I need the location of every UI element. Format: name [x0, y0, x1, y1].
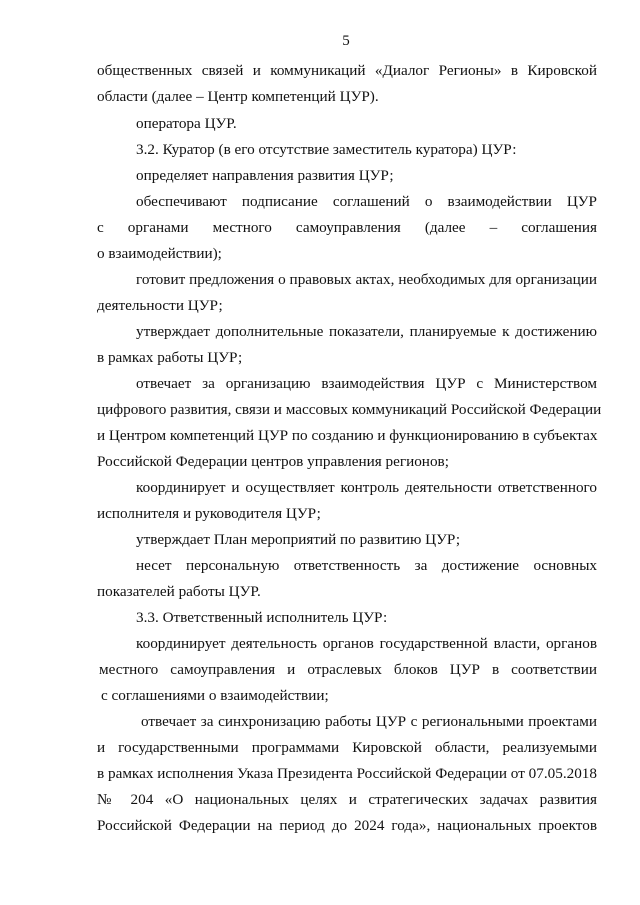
text-line: № 204 «О национальных целях и стратегических задачах развития	[97, 791, 597, 808]
text-line: утверждает План мероприятий по развитию ЦУР;	[136, 531, 461, 548]
text-line: исполнителя и руководителя ЦУР;	[97, 505, 321, 522]
text-line: обеспечивают подписание соглашений о взаимодействии ЦУР	[136, 193, 597, 210]
text-line: с органами местного самоуправления (далее – соглашения	[97, 219, 597, 236]
text-line: утверждает дополнительные показатели, планируемые к достижению	[136, 323, 597, 340]
text-line: деятельности ЦУР;	[97, 297, 223, 314]
text-line: 3.3. Ответственный исполнитель ЦУР:	[136, 609, 388, 626]
text-line: оператора ЦУР.	[136, 115, 237, 132]
text-line: Российской Федерации на период до 2024 года», национальных проектов	[97, 817, 597, 834]
text-line: с соглашениями о взаимодействии;	[101, 687, 329, 704]
text-line: показателей работы ЦУР.	[97, 583, 261, 600]
text-line: координирует деятельность органов государственной власти, органов	[136, 635, 597, 652]
text-line: отвечает за организацию взаимодействия ЦУР с Министерством	[136, 375, 597, 392]
text-line: о взаимодействии);	[97, 245, 222, 262]
text-line: цифрового развития, связи и массовых коммуникаций Российской Федерации	[97, 401, 602, 418]
text-line: и государственными программами Кировской области, реализуемыми	[97, 739, 597, 756]
text-line: местного самоуправления и отраслевых блоков ЦУР в соответствии	[99, 661, 597, 678]
text-line: общественных связей и коммуникаций «Диалог Регионы» в Кировской	[97, 62, 597, 79]
text-line: готовит предложения о правовых актах, необходимых для организации	[136, 271, 597, 288]
text-line: Российской Федерации центров управления регионов;	[97, 453, 449, 470]
text-line: в рамках работы ЦУР;	[97, 349, 243, 366]
text-line: несет персональную ответственность за достижение основных	[136, 557, 597, 574]
text-line: области (далее – Центр компетенций ЦУР).	[97, 88, 379, 105]
text-line: в рамках исполнения Указа Президента Российской Федерации от 07.05.2018	[97, 765, 597, 782]
text-line: определяет направления развития ЦУР;	[136, 167, 394, 184]
text-line: 3.2. Куратор (в его отсутствие заместитель куратора) ЦУР:	[136, 141, 517, 158]
text-line: координирует и осуществляет контроль деятельности ответственного	[136, 479, 597, 496]
text-line: отвечает за синхронизацию работы ЦУР с региональными проектами	[141, 713, 597, 730]
page-number: 5	[342, 33, 350, 49]
text-line: и Центром компетенций ЦУР по созданию и функционированию в субъектах	[97, 427, 598, 444]
